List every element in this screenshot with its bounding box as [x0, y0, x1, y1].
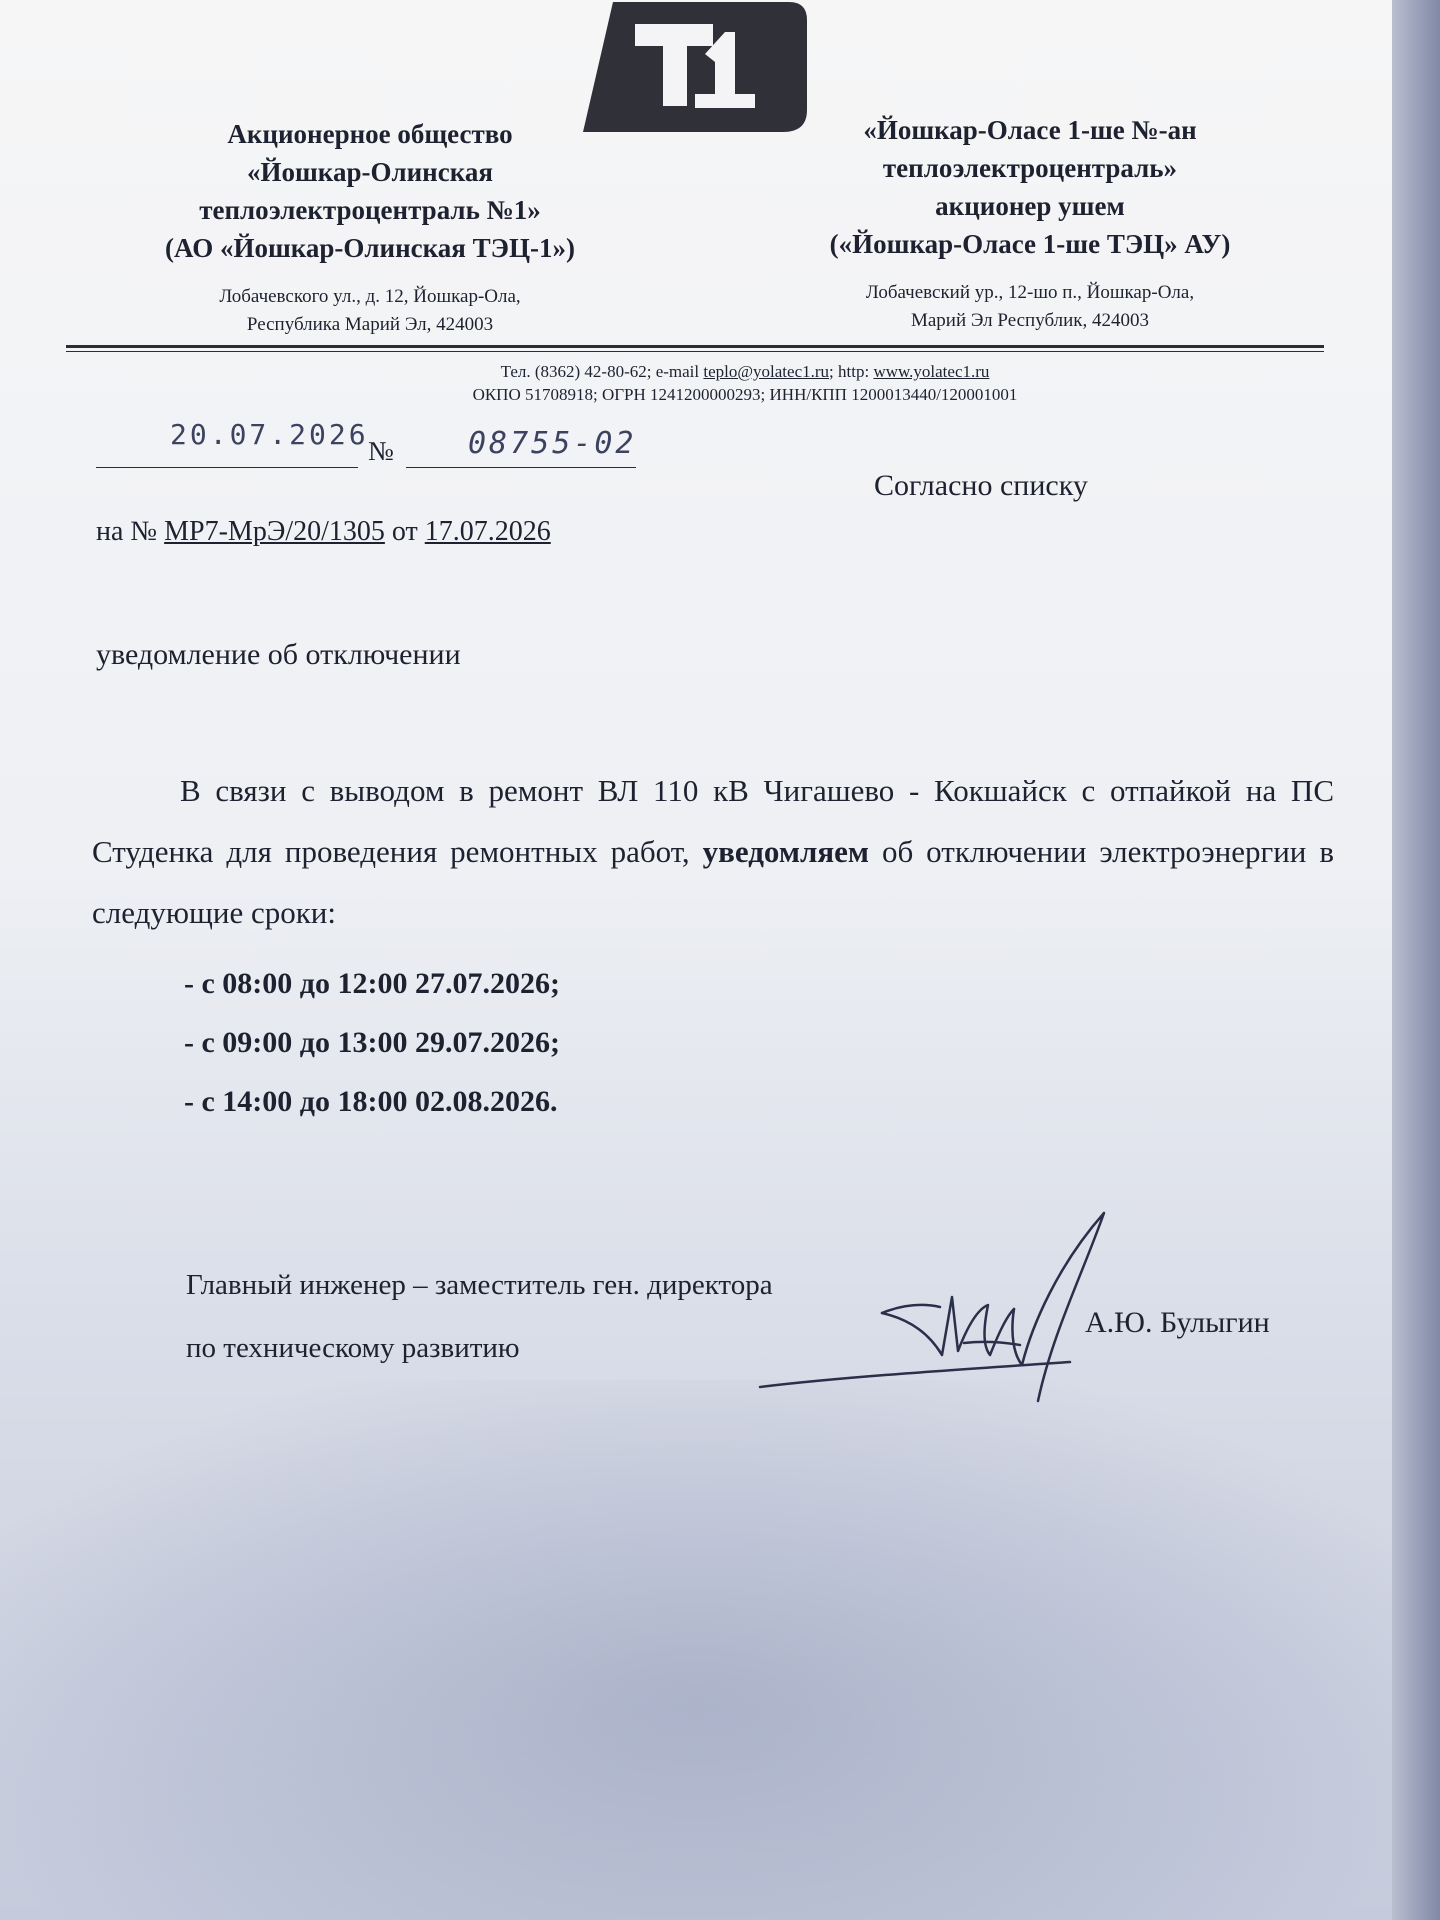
page-shadow	[0, 1380, 1392, 1920]
number-underline	[406, 467, 636, 468]
org-name-line: («Йошкар-Оласе 1-ше ТЭЦ» АУ)	[829, 229, 1231, 259]
org-name-line: теплоэлектроцентраль»	[882, 153, 1178, 183]
org-name-line: (АО «Йошкар-Олинская ТЭЦ-1»)	[165, 233, 575, 263]
registry-line: ОКПО 51708918; ОГРН 1241200000293; ИНН/КПП 1200013440/120001001	[472, 385, 1018, 404]
header-divider-thin	[66, 351, 1324, 352]
number-label: №	[368, 436, 394, 466]
org-name-russian	[100, 115, 640, 267]
addressee: Согласно списку	[874, 469, 1088, 502]
schedule-list	[184, 954, 560, 1131]
org-name-mari	[760, 111, 1300, 263]
position-line: Главный инженер – заместитель ген. директора	[186, 1269, 773, 1301]
email-link[interactable]: teplo@yolatec1.ru	[703, 362, 830, 381]
address-line: Лобачевский ур., 12-шо п., Йошкар-Ола,	[865, 282, 1195, 303]
handwritten-signature	[752, 1205, 1132, 1415]
reference-line	[96, 516, 551, 548]
address-line: Лобачевского ул., д. 12, Йошкар-Ола,	[219, 286, 521, 307]
reference-number: МР7-МрЭ/20/1305	[164, 516, 385, 547]
http-label: ; http:	[829, 362, 870, 381]
outgoing-date: 20.07.2026	[170, 418, 369, 451]
org-name-line: акционер ушем	[935, 191, 1125, 221]
signer-position	[186, 1254, 773, 1380]
phone-text: Тел. (8362) 42-80-62; e-mail	[500, 362, 700, 381]
body-paragraph	[92, 760, 1334, 943]
position-line: по техническому развитию	[186, 1332, 520, 1364]
subject-line: уведомление об отключении	[96, 638, 461, 671]
body-text-part1: В связи с выводом в ремонт ВЛ 110 кВ Чигашево - Кокшайск с отпайкой на ПС Студенка для проведения ремонтных работ,	[92, 773, 1334, 869]
outgoing-number: 08755-02	[468, 426, 637, 461]
contact-line	[200, 360, 1290, 384]
org-name-line: Акционерное общество	[227, 119, 513, 149]
reference-date: 17.07.2026	[424, 516, 551, 547]
reference-from-label: от	[391, 516, 418, 547]
org-name-line: «Йошкар-Олинская	[247, 157, 493, 187]
address-line: Республика Марий Эл, 424003	[246, 314, 494, 335]
org-name-line: теплоэлектроцентраль №1»	[199, 195, 541, 225]
schedule-item: - с 08:00 до 12:00 27.07.2026;	[184, 967, 560, 1000]
website-link[interactable]: www.yolatec1.ru	[873, 362, 990, 381]
date-underline	[96, 467, 358, 468]
org-address-russian	[100, 283, 640, 339]
background-edge	[1392, 0, 1440, 1920]
header-divider	[66, 345, 1324, 348]
org-address-mari	[760, 279, 1300, 335]
reference-prefix: на №	[96, 516, 158, 547]
org-name-line: «Йошкар-Оласе 1-ше №-ан	[863, 115, 1197, 145]
schedule-item: - с 14:00 до 18:00 02.08.2026.	[184, 1085, 558, 1118]
signer-name: А.Ю. Булыгин	[1085, 1306, 1270, 1339]
schedule-item: - с 09:00 до 13:00 29.07.2026;	[184, 1026, 560, 1059]
body-text-bold: уведомляем	[702, 834, 869, 869]
body-text-part2: об отключении электроэнергии в следующие сроки:	[92, 834, 1334, 930]
address-line: Марий Эл Республик, 424003	[910, 310, 1150, 331]
